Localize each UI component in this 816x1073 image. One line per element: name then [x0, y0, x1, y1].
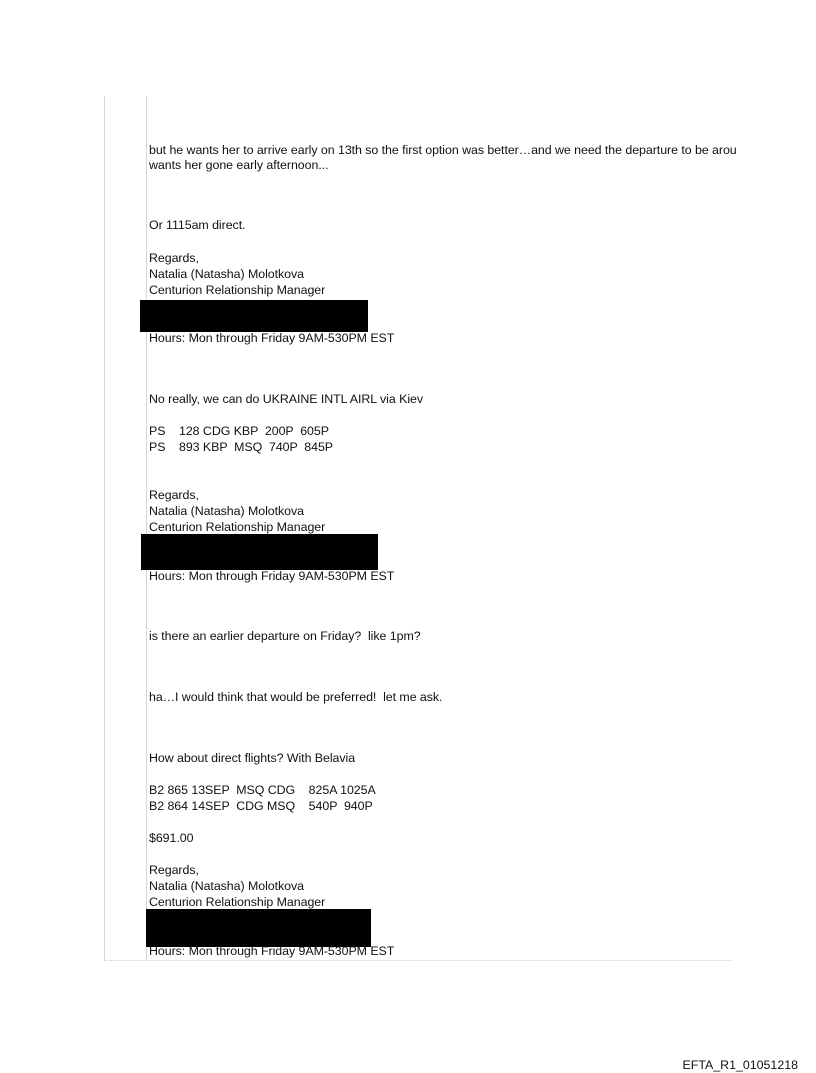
message-text: No really, we can do UKRAINE INTL AIRL via Kiev — [149, 392, 424, 406]
thread-inner-rule — [146, 96, 147, 960]
signature-regards: Regards, — [149, 251, 199, 265]
signature-hours: Hours: Mon through Friday 9AM-530PM EST — [149, 944, 395, 958]
signature-role: Centurion Relationship Manager — [149, 283, 326, 297]
flight-line: PS 128 CDG KBP 200P 605P — [149, 424, 329, 438]
flight-line: B2 865 13SEP MSQ CDG 825A 1025A — [149, 783, 376, 797]
signature-name: Natalia (Natasha) Molotkova — [149, 267, 304, 281]
message-text: Or 1115am direct. — [149, 218, 246, 232]
message-text: but he wants her to arrive early on 13th so the first option was better…and we need the departure to be arou — [149, 143, 737, 157]
message-text: is there an earlier departure on Friday? like 1pm? — [149, 629, 421, 643]
signature-hours: Hours: Mon through Friday 9AM-530PM EST — [149, 331, 395, 345]
signature-name: Natalia (Natasha) Molotkova — [149, 504, 304, 518]
message-text: wants her gone early afternoon... — [149, 158, 329, 172]
redaction-block — [146, 909, 371, 947]
redaction-block — [140, 300, 368, 332]
signature-name: Natalia (Natasha) Molotkova — [149, 879, 304, 893]
document-id: EFTA_R1_01051218 — [682, 1058, 798, 1072]
signature-regards: Regards, — [149, 863, 199, 877]
flight-line: B2 864 14SEP CDG MSQ 540P 940P — [149, 799, 373, 813]
thread-bottom-rule — [104, 960, 732, 961]
redaction-block — [141, 534, 378, 570]
price: $691.00 — [149, 831, 194, 845]
flight-line: PS 893 KBP MSQ 740P 845P — [149, 440, 334, 454]
signature-role: Centurion Relationship Manager — [149, 895, 326, 909]
message-text: ha…I would think that would be preferred! let me ask. — [149, 690, 443, 704]
signature-role: Centurion Relationship Manager — [149, 520, 326, 534]
signature-regards: Regards, — [149, 488, 199, 502]
message-text: How about direct flights? With Belavia — [149, 751, 356, 765]
signature-hours: Hours: Mon through Friday 9AM-530PM EST — [149, 569, 395, 583]
thread-outer-rule — [104, 96, 105, 960]
